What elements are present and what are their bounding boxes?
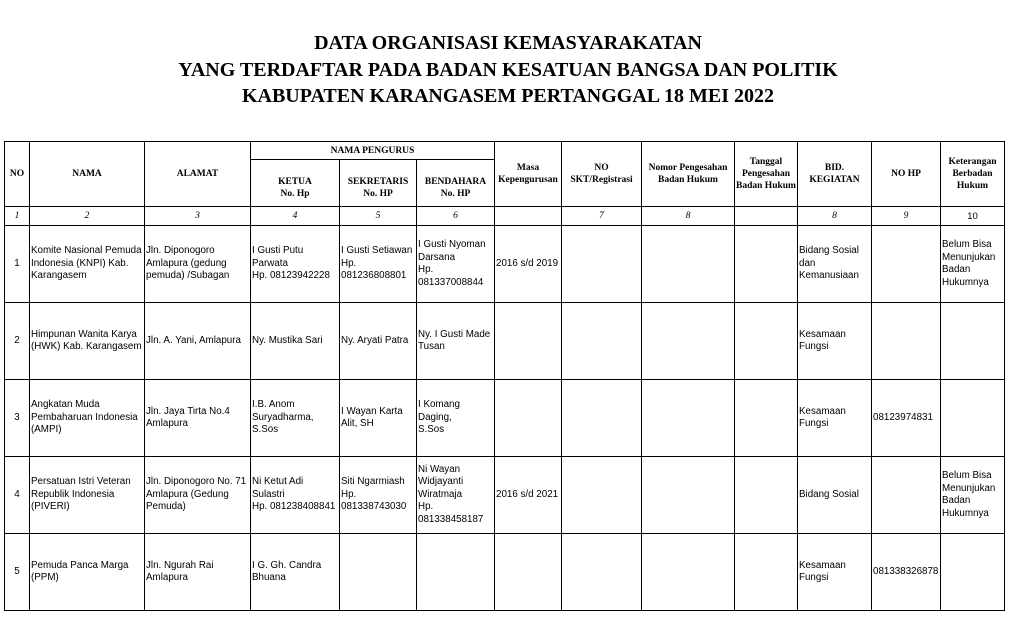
cell-nomor-pengesahan (642, 226, 735, 303)
colnum-cell (735, 207, 798, 226)
table-row (5, 226, 1005, 303)
cell-bid-kegiatan: Kesamaan Fungsi (798, 534, 872, 611)
cell-nama: Pemuda Panca Marga (PPM) (30, 534, 145, 611)
cell-masa (495, 380, 562, 457)
header-keterangan: Keterangan Berbadan Hukum (941, 142, 1005, 207)
header-no-skt: NO SKT/Registrasi (562, 142, 642, 207)
cell-masa: 2016 s/d 2019 (495, 226, 562, 303)
cell-no-skt (562, 303, 642, 380)
header-nama: NAMA (30, 142, 145, 207)
colnum-cell: 4 (251, 207, 340, 226)
colnum-cell (495, 207, 562, 226)
cell-keterangan (941, 303, 1005, 380)
colnum-cell: 2 (30, 207, 145, 226)
table-row (5, 303, 1005, 380)
document-title (0, 30, 1016, 110)
cell-nomor-pengesahan (642, 303, 735, 380)
cell-sekretaris: I Wayan Karta Alit, SH (340, 380, 417, 457)
title-line-2: YANG TERDAFTAR PADA BADAN KESATUAN BANGSA DAN POLITIK (178, 58, 838, 81)
cell-ketua: I.B. Anom Suryadharma, S.Sos (251, 380, 340, 457)
cell-sekretaris (340, 534, 417, 611)
cell-nomor-pengesahan (642, 457, 735, 534)
cell-ketua: Ni Ketut Adi Sulastri Hp. 081238408841 (251, 457, 340, 534)
colnum-cell: 8 (798, 207, 872, 226)
table-row (5, 534, 1005, 611)
cell-no: 3 (5, 380, 30, 457)
colnum-cell: 8 (642, 207, 735, 226)
table-row (5, 380, 1005, 457)
cell-keterangan: Belum Bisa Menunjukan Badan Hukumnya (941, 457, 1005, 534)
colnum-cell: 3 (145, 207, 251, 226)
cell-sekretaris: Siti Ngarmiash Hp. 081338743030 (340, 457, 417, 534)
cell-bid-kegiatan: Kesamaan Fungsi (798, 303, 872, 380)
header-nomor-pengesahan: Nomor Pengesahan Badan Hukum (642, 142, 735, 207)
cell-no-hp (872, 457, 941, 534)
colnum-cell: 5 (340, 207, 417, 226)
cell-masa (495, 534, 562, 611)
cell-alamat: Jln. A. Yani, Amlapura (145, 303, 251, 380)
cell-bendahara: I Komang Daging, S.Sos (417, 380, 495, 457)
cell-masa (495, 303, 562, 380)
cell-no: 1 (5, 226, 30, 303)
title-line-3: KABUPATEN KARANGASEM PERTANGGAL 18 MEI 2022 (241, 85, 775, 107)
cell-no: 2 (5, 303, 30, 380)
header-no: NO (5, 142, 30, 207)
header-row-top (5, 142, 1005, 160)
cell-keterangan: Belum Bisa Menunjukan Badan Hukumnya (941, 226, 1005, 303)
cell-no: 5 (5, 534, 30, 611)
cell-no-skt (562, 380, 642, 457)
cell-keterangan (941, 380, 1005, 457)
cell-nama: Himpunan Wanita Karya (HWK) Kab. Karangasem (30, 303, 145, 380)
cell-tanggal-pengesahan (735, 457, 798, 534)
cell-no-skt (562, 534, 642, 611)
cell-no-hp (872, 303, 941, 380)
colnum-cell: 1 (5, 207, 30, 226)
colnum-cell: 7 (562, 207, 642, 226)
colnum-cell: 9 (872, 207, 941, 226)
header-masa: Masa Kepengurusan (495, 142, 562, 207)
cell-no-skt (562, 457, 642, 534)
cell-alamat: Jln. Diponogoro No. 71 Amlapura (Gedung Pemuda) (145, 457, 251, 534)
cell-tanggal-pengesahan (735, 380, 798, 457)
title-line-1: DATA ORGANISASI KEMASYARAKATAN (314, 32, 702, 54)
colnum-cell: 10 (941, 207, 1005, 226)
cell-tanggal-pengesahan (735, 226, 798, 303)
cell-bid-kegiatan: Bidang Sosial (798, 457, 872, 534)
header-tanggal-pengesahan: Tanggal Pengesahan Badan Hukum (735, 142, 798, 207)
cell-alamat: Jln. Ngurah Rai Amlapura (145, 534, 251, 611)
column-number-row (5, 207, 1005, 226)
cell-nama: Komite Nasional Pemuda Indonesia (KNPI) Kab. Karangasem (30, 226, 145, 303)
cell-masa: 2016 s/d 2021 (495, 457, 562, 534)
cell-bid-kegiatan: Bidang Sosial dan Kemanusiaan (798, 226, 872, 303)
header-bid-kegiatan: BID. KEGIATAN (798, 142, 872, 207)
header-alamat: ALAMAT (145, 142, 251, 207)
header-sekretaris: SEKRETARIS No. HP (340, 160, 417, 207)
cell-no-skt (562, 226, 642, 303)
table-row (5, 457, 1005, 534)
cell-no-hp (872, 226, 941, 303)
cell-sekretaris: Ny. Aryati Patra (340, 303, 417, 380)
cell-ketua: I G. Gh. Candra Bhuana (251, 534, 340, 611)
organisasi-table (4, 141, 1005, 611)
cell-ketua: Ny. Mustika Sari (251, 303, 340, 380)
cell-nomor-pengesahan (642, 534, 735, 611)
cell-keterangan (941, 534, 1005, 611)
cell-alamat: Jln. Diponogoro Amlapura (gedung pemuda) /Subagan (145, 226, 251, 303)
cell-bendahara: Ny. I Gusti Made Tusan (417, 303, 495, 380)
header-nama-pengurus: NAMA PENGURUS (251, 142, 495, 160)
cell-bendahara (417, 534, 495, 611)
cell-no-hp: 08123974831 (872, 380, 941, 457)
cell-tanggal-pengesahan (735, 534, 798, 611)
cell-tanggal-pengesahan (735, 303, 798, 380)
cell-sekretaris: I Gusti Setiawan Hp. 081236808801 (340, 226, 417, 303)
cell-no: 4 (5, 457, 30, 534)
cell-bid-kegiatan: Kesamaan Fungsi (798, 380, 872, 457)
cell-nama: Persatuan Istri Veteran Republik Indonesia (PIVERI) (30, 457, 145, 534)
header-bendahara: BENDAHARA No. HP (417, 160, 495, 207)
cell-bendahara: Ni Wayan Widjayanti Wiratmaja Hp. 081338458187 (417, 457, 495, 534)
cell-nomor-pengesahan (642, 380, 735, 457)
colnum-cell: 6 (417, 207, 495, 226)
cell-ketua: I Gusti Putu Parwata Hp. 08123942228 (251, 226, 340, 303)
header-no-hp: NO HP (872, 142, 941, 207)
cell-bendahara: I Gusti Nyoman Darsana Hp. 081337008844 (417, 226, 495, 303)
cell-nama: Angkatan Muda Pembaharuan Indonesia (AMPI) (30, 380, 145, 457)
cell-no-hp: 081338326878 (872, 534, 941, 611)
cell-alamat: Jln. Jaya Tirta No.4 Amlapura (145, 380, 251, 457)
header-ketua: KETUA No. Hp (251, 160, 340, 207)
